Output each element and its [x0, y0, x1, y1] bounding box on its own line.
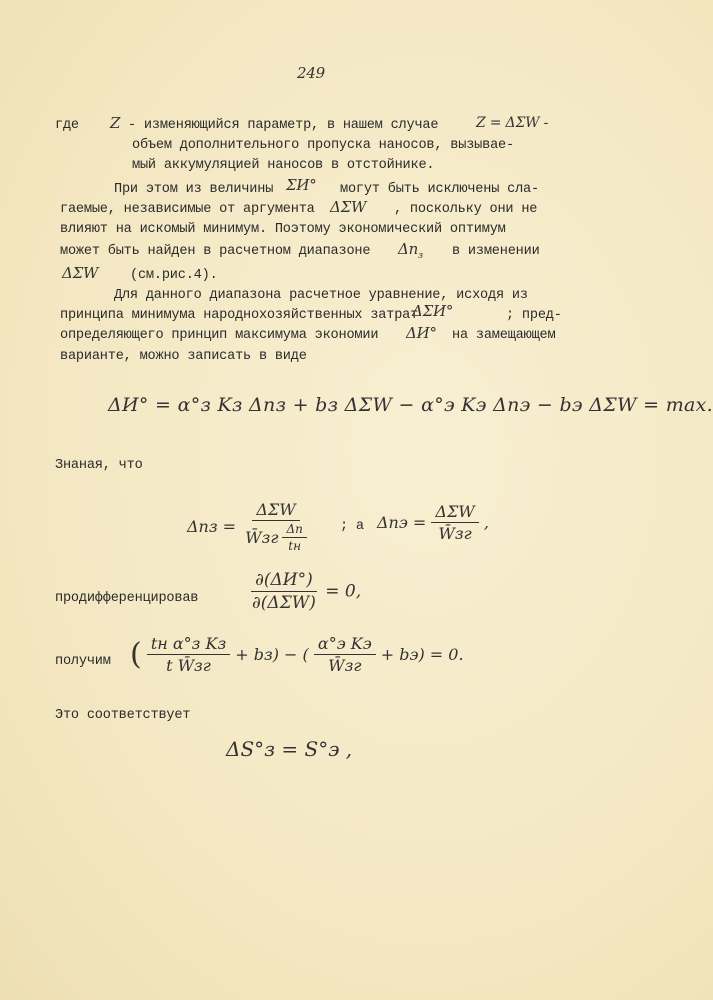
- text-line: (см.рис.4).: [130, 268, 218, 283]
- text-line: , поскольку они не: [394, 202, 538, 217]
- text-line: получим: [55, 654, 111, 669]
- text-line: влияют на искомый минимум. Поэтому экономический оптимум: [60, 222, 506, 237]
- text-line: мый аккумуляцией наносов в отстойнике.: [132, 158, 435, 173]
- text-line: Знаная, что: [55, 458, 143, 473]
- inline-formula: ΔΣW: [330, 198, 367, 216]
- page-number: 249: [297, 64, 326, 82]
- text-line: - изменяющийся параметр, в нашем случае: [128, 118, 439, 133]
- text-line: определяющего принцип максимума экономии: [60, 328, 379, 343]
- text-line: принципа минимума народнохозяйственных затрат: [60, 308, 419, 323]
- derivative-equation: $\frac{\partial(\Delta И^\circ)}{\text{∂(ΔΣW)}}$ = 0,: [252, 570, 362, 613]
- inline-formula: ΔИ°: [406, 324, 437, 342]
- equation-dn-z: Δnз = ΔΣW W̄зг $\frac{\Delta n}{tн}$: [187, 500, 311, 553]
- text-line: может быть найден в расчетном диапазоне: [60, 244, 371, 259]
- inline-formula: ΔΣИ°: [412, 302, 454, 320]
- text-line: Для данного диапазона расчетное уравнение, исходя из: [114, 288, 528, 303]
- text-line: где: [55, 118, 79, 133]
- text-line: варианте, можно записать в виде: [60, 349, 307, 364]
- inline-formula: ΔΣW: [62, 264, 99, 282]
- text-line: ; пред-: [506, 308, 562, 323]
- text-line: на замещающем: [452, 328, 556, 343]
- text-line: Это соответствует: [55, 708, 191, 723]
- text-line: продифференцировав: [55, 591, 199, 606]
- main-equation: ΔИ° = α°з Kз Δnз + bз ΔΣW − α°э Kэ Δnэ − bэ ΔΣW = max.: [108, 394, 713, 416]
- text-line: гаемые, независимые от аргумента: [60, 202, 315, 217]
- final-equation: ΔS°з = S°э ,: [226, 737, 353, 761]
- text-line: объем дополнительного пропуска наносов, вызывае-: [132, 138, 514, 153]
- equation-dn-e: Δnэ = $\frac{\text{ΔΣW}}{W̄зг}$ ,: [377, 502, 489, 543]
- variable-z: Z: [110, 114, 121, 132]
- text-line: в изменении: [452, 244, 540, 259]
- inline-formula: $\Delta n_з$: [398, 240, 423, 261]
- inline-formula: Z = ΔΣW -: [476, 115, 549, 131]
- text-line: могут быть исключены сла-: [340, 182, 539, 197]
- result-equation: ( $\frac{\text{tн α°з Kз}}{\text{t W̄зг}}$ + bз) − ( $\frac{\text{α°э Kэ}}{W̄зг}$ + bэ) = 0.: [130, 634, 464, 675]
- text-line: При этом из величины: [114, 182, 274, 197]
- inline-formula: ΣИ°: [286, 176, 317, 194]
- text-line: ; а: [340, 519, 364, 534]
